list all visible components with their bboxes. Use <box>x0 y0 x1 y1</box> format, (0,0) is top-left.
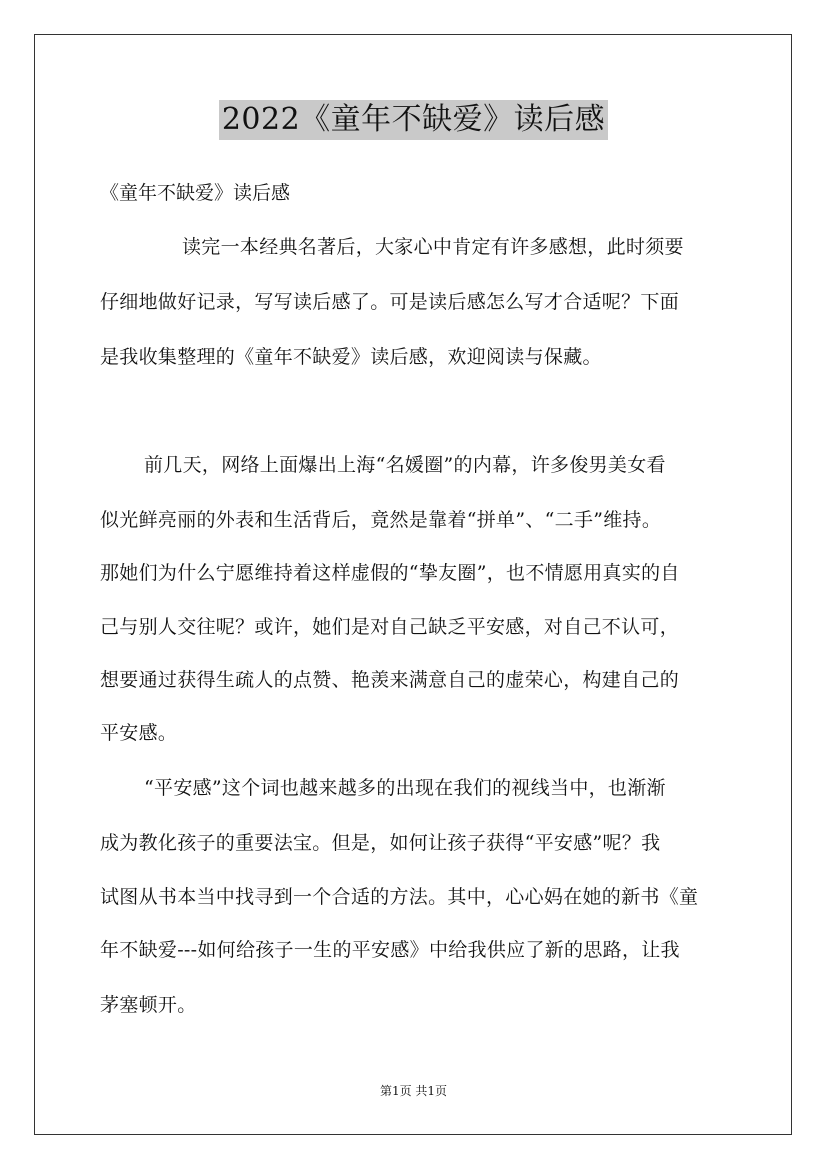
paragraph-2-line-5: 想要通过获得生疏人的点赞、艳羡来满意自己的虚荣心，构建自己的 <box>100 669 680 691</box>
paragraph-1-line-1: 读完一本经典名著后，大家心中肯定有许多感想，此时须要 <box>182 236 684 258</box>
title-container <box>0 100 827 140</box>
document-subtitle: 《童年不缺爱》读后感 <box>100 182 291 204</box>
paragraph-1-line-3: 是我收集整理的《童年不缺爱》读后感，欢迎阅读与保藏。 <box>100 346 602 368</box>
paragraph-3-line-5: 茅塞顿开。 <box>100 994 197 1016</box>
paragraph-2-line-4: 己与别人交往呢？或许，她们是对自己缺乏平安感，对自己不认可， <box>100 616 680 638</box>
paragraph-2-line-2: 似光鲜亮丽的外表和生活背后，竟然是靠着“拼单”、“二手”维持。 <box>100 509 662 531</box>
paragraph-3-line-4: 年不缺爱---如何给孩子一生的平安感》中给我供应了新的思路，让我 <box>100 939 680 961</box>
document-title: 2022《童年不缺爱》读后感 <box>219 100 608 140</box>
paragraph-2-line-6: 平安感。 <box>100 722 178 744</box>
paragraph-2-line-3: 那她们为什么宁愿维持着这样虚假的“挚友圈”，也不情愿用真实的自 <box>100 562 680 584</box>
page-footer: 第1页 共1页 <box>379 1084 448 1098</box>
paragraph-2-line-1: 前几天，网络上面爆出上海“名媛圈”的内幕，许多俊男美女看 <box>144 454 666 476</box>
paragraph-3-line-3: 试图从书本当中找寻到一个合适的方法。其中，心心妈在她的新书《童 <box>100 886 699 908</box>
paragraph-3-line-1: “平安感”这个词也越来越多的出现在我们的视线当中，也渐渐 <box>144 777 666 799</box>
paragraph-3-line-2: 成为教化孩子的重要法宝。但是，如何让孩子获得“平安感”呢？我 <box>100 832 661 854</box>
paragraph-1-line-2: 仔细地做好记录，写写读后感了。可是读后感怎么写才合适呢？下面 <box>100 291 680 313</box>
